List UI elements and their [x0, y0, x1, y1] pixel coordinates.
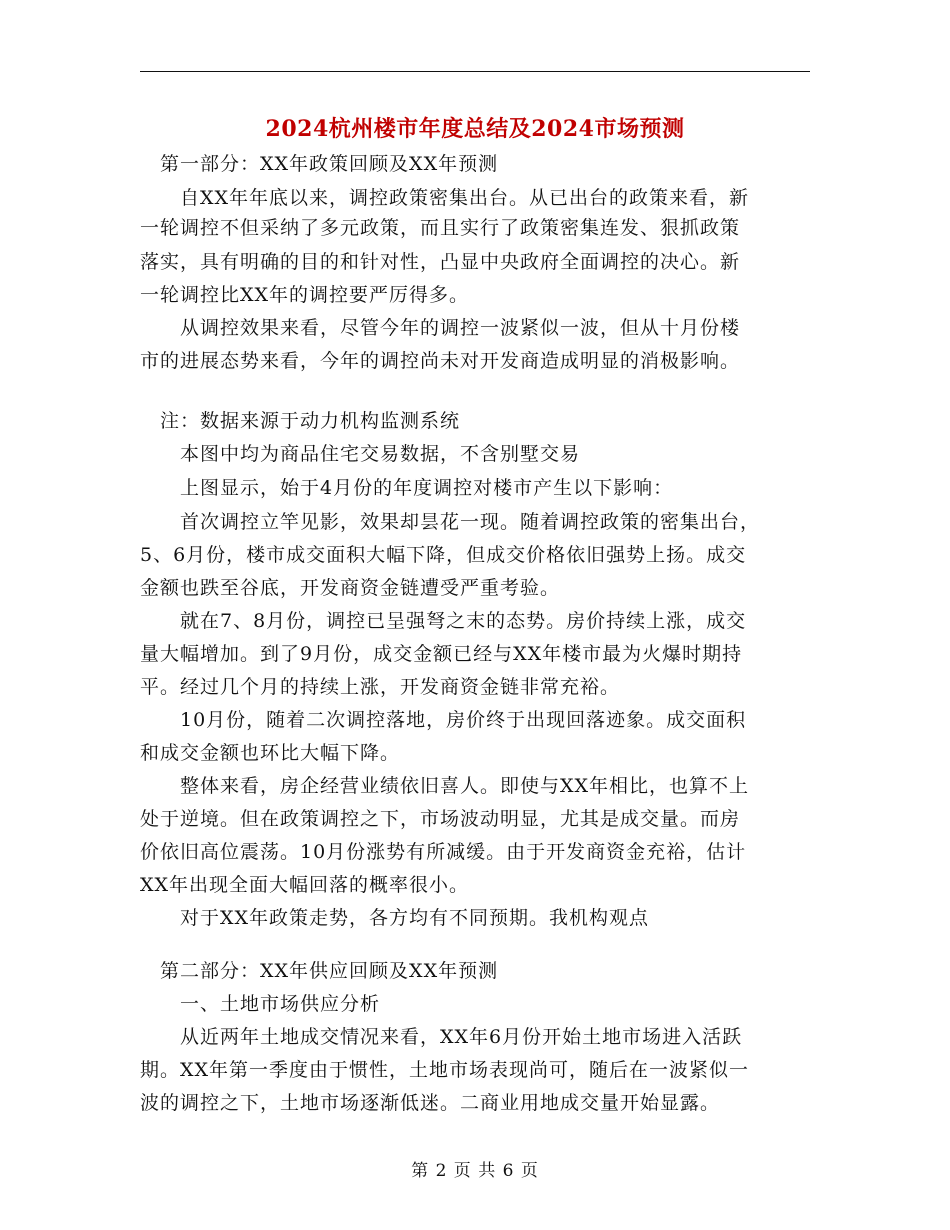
- document-title: 2024杭州楼市年度总结及2024市场预测: [265, 116, 685, 142]
- text-line-29: 期。XX年第一季度由于惯性，土地市场表现尚可，随后在一波紧似一: [140, 1059, 750, 1081]
- page-number: 第 2 页 共 6 页: [411, 1161, 539, 1181]
- text-line-18: 10月份，随着二次调控落地，房价终于出现回落迹象。成交面积: [140, 709, 747, 731]
- text-line-26: 第二部分：XX年供应回顾及XX年预测: [140, 960, 499, 982]
- text-line-11: 上图显示，始于4月份的年度调控对楼市产生以下影响：: [140, 477, 674, 499]
- text-line-30: 波的调控之下，土地市场逐渐低迷。二商业用地成交量开始显露。: [140, 1092, 721, 1114]
- text-line-24: 对于XX年政策走势，各方均有不同预期。我机构观点: [140, 907, 650, 929]
- text-line-16: 量大幅增加。到了9月份，成交金额已经与XX年楼市最为火爆时期持: [140, 643, 743, 665]
- text-line-21: 处于逆境。但在政策调控之下，市场波动明显，尤其是成交量。而房: [140, 808, 741, 830]
- text-line-5: 一轮调控比XX年的调控要严厉得多。: [140, 284, 470, 306]
- text-line-12: 首次调控立竿见影，效果却昙花一现。随着调控政策的密集出台，: [140, 511, 761, 533]
- text-line-27: 一、土地市场供应分析: [140, 993, 381, 1015]
- text-line-14: 金额也跌至谷底，开发商资金链遭受严重考验。: [140, 577, 561, 599]
- header-rule: [140, 71, 810, 72]
- text-line-23: XX年出现全面大幅回落的概率很小。: [140, 874, 470, 896]
- text-line-6: 从调控效果来看，尽管今年的调控一波紧似一波，但从十月份楼: [140, 317, 741, 339]
- text-line-4: 落实，具有明确的目的和针对性，凸显中央政府全面调控的决心。新: [140, 251, 741, 273]
- text-line-19: 和成交金额也环比大幅下降。: [140, 742, 401, 764]
- text-line-1: 第一部分：XX年政策回顾及XX年预测: [140, 153, 499, 175]
- text-line-15: 就在7、8月份，调控已呈强弩之末的态势。房价持续上涨，成交: [140, 610, 747, 632]
- text-line-7: 市的进展态势来看，今年的调控尚未对开发商造成明显的消极影响。: [140, 350, 741, 372]
- text-line-20: 整体来看，房企经营业绩依旧喜人。即使与XX年相比，也算不上: [140, 775, 750, 797]
- text-line-22: 价依旧高位震荡。10月份涨势有所减缓。由于开发商资金充裕，估计: [140, 841, 747, 863]
- text-line-13: 5、6月份，楼市成交面积大幅下降，但成交价格依旧强势上扬。成交: [140, 544, 747, 566]
- text-line-2: 自XX年年底以来，调控政策密集出台。从已出台的政策来看，新: [140, 187, 750, 209]
- text-line-9: 注：数据来源于动力机构监测系统: [140, 410, 461, 432]
- text-line-17: 平。经过几个月的持续上涨，开发商资金链非常充裕。: [140, 676, 621, 698]
- text-line-28: 从近两年土地成交情况来看，XX年6月份开始土地市场进入活跃: [140, 1026, 743, 1048]
- text-line-3: 一轮调控不但采纳了多元政策，而且实行了政策密集连发、狠抓政策: [140, 217, 741, 239]
- text-line-10: 本图中均为商品住宅交易数据，不含别墅交易: [140, 443, 581, 465]
